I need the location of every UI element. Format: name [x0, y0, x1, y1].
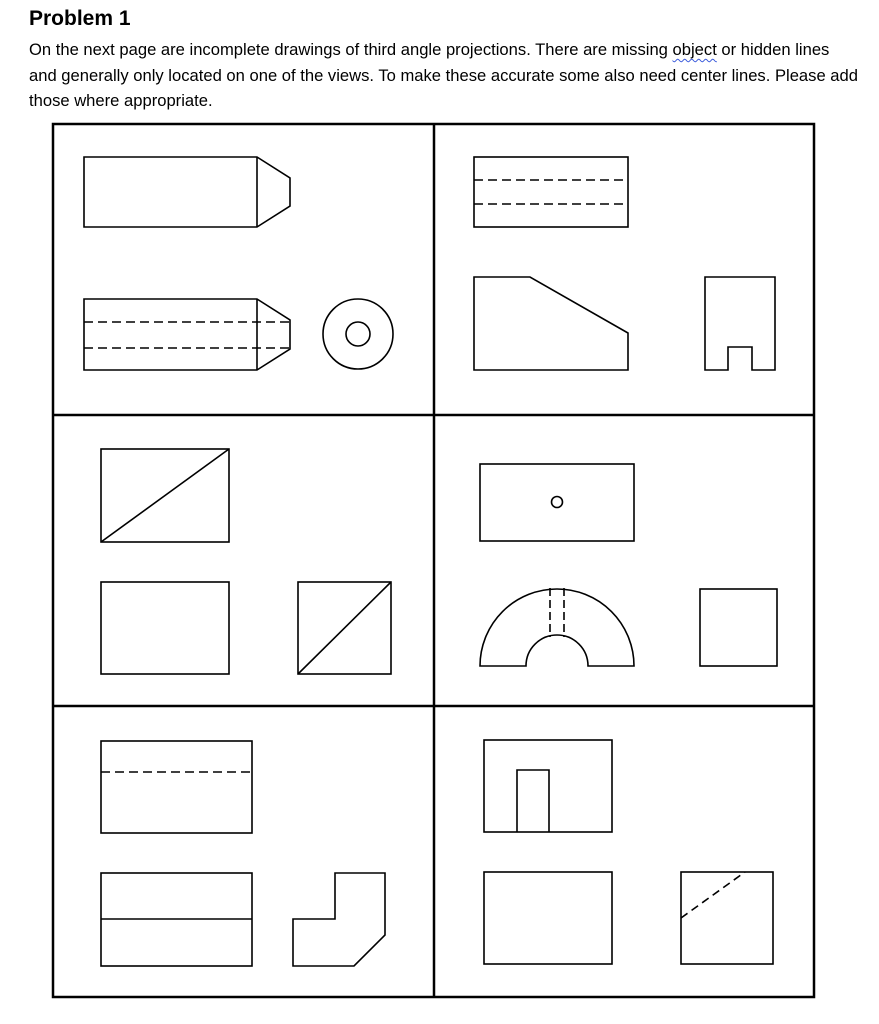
panel-3-side-view-diagonal [298, 582, 391, 674]
panel-4-side-view [700, 589, 777, 666]
panel-6-front-view [484, 872, 612, 964]
panel-4-drawing [480, 464, 777, 666]
panel-6-top-view-slot [517, 770, 549, 832]
panel-6-side-view-hidden-diagonal [681, 872, 745, 918]
panel-2-drawing [474, 157, 775, 370]
panel-3-drawing [101, 449, 391, 674]
problem-heading: Problem 1 [29, 7, 131, 30]
panel-1-drawing [84, 157, 393, 370]
instructions-text-start: On the next page are incomplete drawings of third angle projections. There are missing [29, 40, 673, 59]
panel-1-side-view-outer-circle [323, 299, 393, 369]
panel-5-drawing [101, 741, 385, 966]
panel-1-front-view [84, 299, 290, 370]
panel-6-drawing [484, 740, 773, 964]
panel-2-top-view [474, 157, 628, 227]
drawing-grid [53, 124, 814, 997]
panel-1-top-view [84, 157, 290, 227]
panel-4-top-view-hole [552, 497, 563, 508]
panel-3-front-view [101, 582, 229, 674]
panel-5-side-view [293, 873, 385, 966]
panel-2-front-view [474, 277, 628, 370]
panel-4-top-view [480, 464, 634, 541]
panel-3-top-view-diagonal [101, 449, 229, 542]
spellcheck-flagged-word: object [672, 40, 717, 59]
panel-5-top-view [101, 741, 252, 833]
panel-4-front-view-arch [480, 589, 634, 666]
panel-2-side-view [705, 277, 775, 370]
panel-1-side-view-inner-circle [346, 322, 370, 346]
instructions-text-end: or hidden lines and generally only located on one of the views. To make these accurate some also need center lines. Please add those where appropriate. [29, 40, 858, 110]
panel-6-top-view [484, 740, 612, 832]
